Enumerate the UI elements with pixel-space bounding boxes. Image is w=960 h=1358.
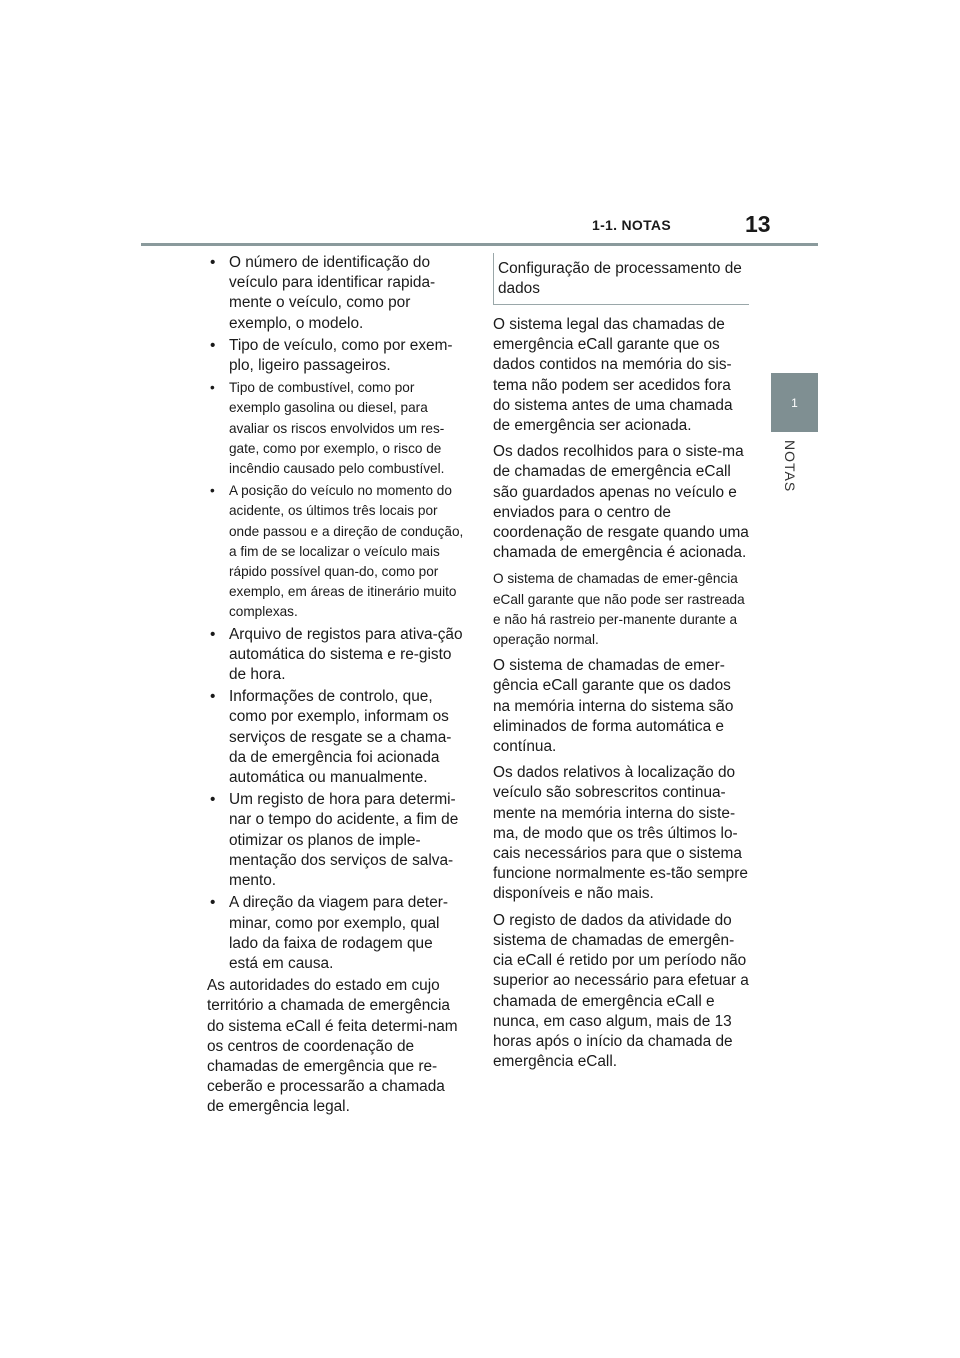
chapter-number: 1 [791, 395, 798, 410]
list-item: • Informações de controlo, que, como por exemplo, informam os serviços de resgate se a chama-da de emergência foi acionada automática ou manualmente. [207, 687, 465, 788]
chapter-tab-label: NOTAS [782, 440, 798, 493]
right-column [493, 253, 749, 1078]
list-item: • A posição do veículo no momento do acidente, os últimos três locais por onde passou e a direção de condução, a fim de se localizar o veículo mais rápido possível quan-do, como por exemplo, em áreas de itinerário muito complexas. [207, 481, 465, 622]
body-paragraph: Os dados recolhidos para o siste-ma de chamadas de emergência eCall são guardados apenas no veículo e enviados para o centro de coordenação de resgate quando uma chamada de emergência é acionada. [493, 443, 749, 562]
body-paragraph: As autoridades do estado em cujo território a chamada de emergência do sistema eCall é feita determi-nam os centros de coordenação de chamadas de emergência que re-ceberão e processarão a chamada de emergência legal. [207, 977, 458, 1116]
list-item: • Tipo de combustível, como por exemplo gasolina ou diesel, para avaliar os riscos envolvidos um res-gate, como por exemplo, o risco de incêndio causado pelo combustível. [207, 378, 465, 479]
list-item: • Um registo de hora para determi-nar o tempo do acidente, a fim de otimizar os planos de imple-mentação dos serviços de salva-mento. [207, 790, 465, 891]
body-paragraph: O sistema de chamadas de emer-gência eCall garante que os dados na memória interna do sistema são eliminados de forma automática e contínua. [493, 657, 734, 756]
section-heading: Configuração de processamento de dados [493, 253, 749, 305]
left-column [207, 253, 465, 1118]
body-paragraph: O sistema legal das chamadas de emergência eCall garante que os dados contidos na memória do sis-tema não podem ser acedidos fora do sistema antes de uma chamada de emergência ser acionada. [493, 316, 733, 435]
body-paragraph: Os dados relativos à localização do veículo são sobrescritos continua-mente na memória interna do siste-ma, de modo que os três últimos lo-cais necessários para que o sistema funcione normalmente es-tão sempre disponíveis e não mais. [493, 764, 748, 903]
list-item: • A direção da viagem para deter-minar, como por exemplo, qual lado da faixa de rodagem que está em causa. [207, 893, 465, 974]
chapter-tab [771, 373, 818, 432]
list-item: • Arquivo de registos para ativa-ção automática do sistema e re-gisto de hora. [207, 625, 465, 686]
list-item: • Tipo de veículo, como por exem-plo, ligeiro passageiros. [207, 336, 465, 376]
section-title: 1-1. NOTAS [592, 217, 671, 233]
list-item: • O número de identificação do veículo para identificar rapida-mente o veículo, como por exemplo, o modelo. [207, 253, 465, 334]
body-paragraph: O registo de dados da atividade do sistema de chamadas de emergên-cia eCall é retido por um período não superior ao necessário para efetuar a chamada de emergência eCall e nunca, em caso algum, mais de 13 horas após o início da chamada de emergência eCall. [493, 911, 749, 1071]
header-divider [141, 243, 818, 246]
page-number: 13 [745, 211, 771, 237]
body-paragraph: O sistema de chamadas de emer-gência eCall garante que não pode ser rastreada e não há rastreio per-manente durante a operação normal. [493, 571, 745, 648]
